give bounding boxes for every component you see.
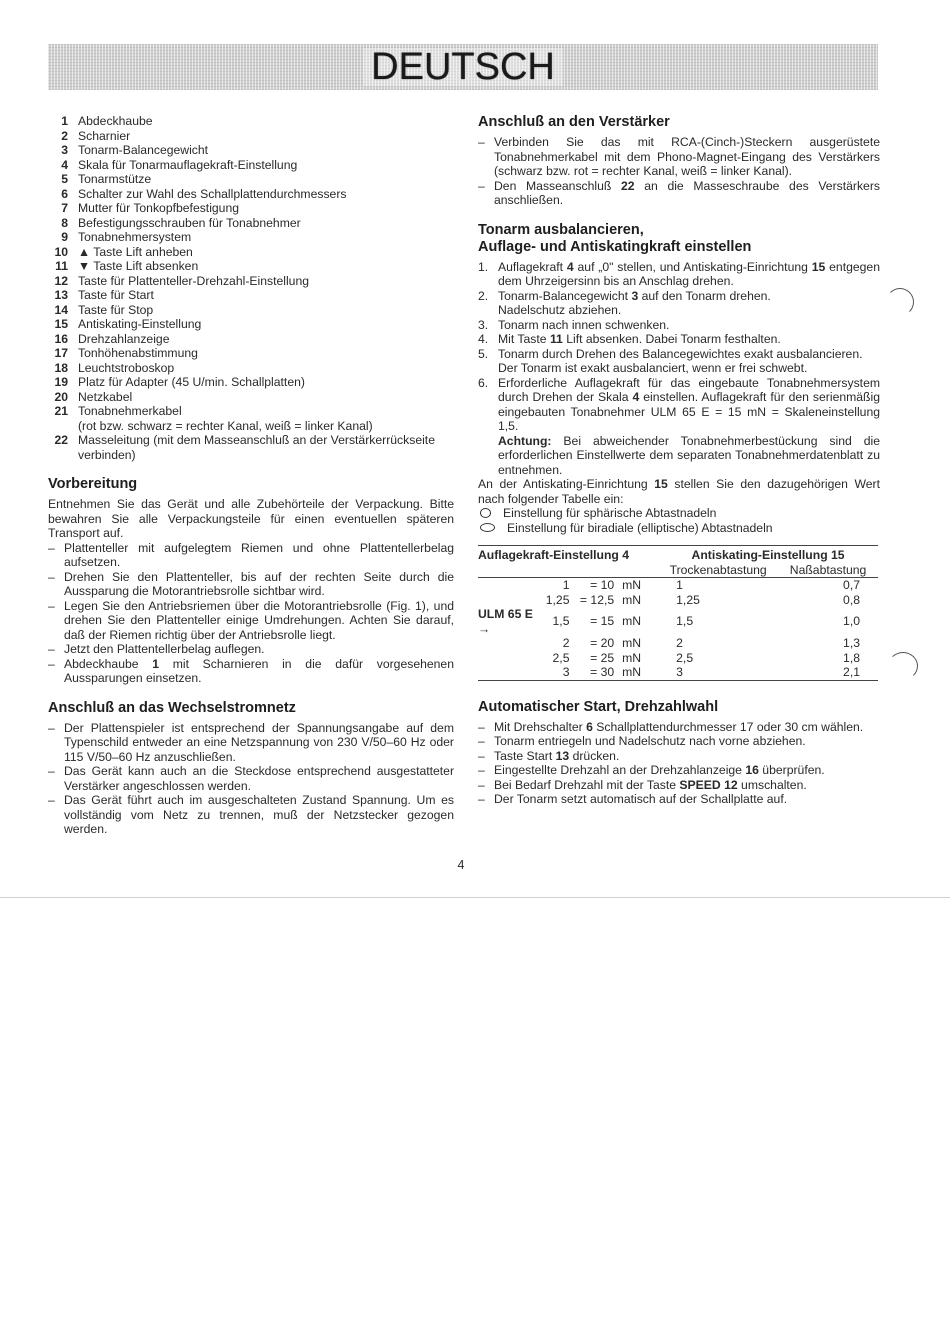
table-cell: mN: [622, 578, 642, 592]
table-cell: 3: [562, 665, 570, 679]
dash-marker: –: [48, 569, 55, 584]
part-item: [48, 375, 454, 390]
part-number: 22: [54, 433, 68, 447]
table-row: [478, 607, 878, 636]
part-number: 18: [54, 360, 68, 375]
item-text: Abdeckhaube: [64, 656, 153, 671]
tonarm-steps: [478, 260, 880, 478]
table-header-force: Auflagekraft-Einstellung 4: [478, 548, 630, 562]
part-number: 16: [54, 331, 68, 346]
part-item: [48, 259, 454, 274]
table-cell: 3: [676, 665, 683, 679]
part-text: Taste für Start: [78, 288, 154, 302]
item-text: Verbinden Sie das mit RCA-(Cinch-)Steckern ausgerüstete Tonabnehmerkabel mit dem Phono-Magnet-Eingang des Verstärkers (schwarz bzw. rot = rechter Kanal, weiß = linker Kanal).: [494, 135, 880, 178]
list-item: [48, 642, 454, 657]
part-text: Leuchtstroboskop: [78, 360, 175, 375]
dash-marker: –: [48, 764, 55, 778]
page-title: DEUTSCH: [363, 48, 563, 86]
list-item: [48, 657, 454, 686]
section-title-automatik: Automatischer Start, Drehzahlwahl: [478, 698, 719, 715]
table-cell: = 20: [590, 636, 615, 650]
title-line: Tonarm ausbalancieren,: [478, 221, 644, 238]
dash-marker: –: [48, 598, 55, 613]
list-item: – Tonarm entriegeln und Nadelschutz nach vorne abziehen.: [478, 734, 806, 748]
part-item: [48, 129, 454, 144]
part-item: [48, 404, 454, 419]
part-text: Drehzahlanzeige: [78, 331, 170, 346]
table-header-antiskating: Antiskating-Einstellung 15: [691, 548, 845, 562]
item-text: Legen Sie den Antriebsriemen über die Motorantriebsrolle (Fig. 1), und drehen Sie den Plattenteller einige Umdrehungen. Achten Sie darauf, daß der Riemen richtig über der Antriebsrolle liegt.: [64, 598, 454, 642]
dash-marker: –: [48, 793, 55, 807]
list-item: – Den Masseanschluß 22 an die Masseschraube des Verstärkers anschließen.: [478, 178, 880, 207]
list-item: – Mit Drehschalter 6 Schallplattendurchmesser 17 oder 30 cm wählen.: [478, 719, 864, 734]
part-number: 15: [54, 317, 68, 331]
step-5-extra: Der Tonarm ist exakt ausbalanciert, wenn er frei schwebt.: [498, 361, 808, 375]
table-row: [478, 593, 878, 608]
part-text: Tonarm-Balancegewicht: [78, 143, 209, 157]
part-number: 19: [54, 375, 68, 389]
scan-mark-icon: [888, 652, 918, 680]
title-line: Auflage- und Antiskatingkraft einstellen: [478, 238, 752, 255]
step-5: 5. Tonarm durch Drehen des Balancegewichtes exakt ausbalancieren.: [478, 346, 863, 361]
part-item: [48, 143, 454, 158]
part-text: Tonarmstütze: [78, 172, 152, 186]
part-text: Mutter für Tonkopfbefestigung: [78, 201, 240, 215]
part-21-note: (rot bzw. schwarz = rechter Kanal, weiß = linker Kanal): [78, 418, 373, 433]
ellipse-icon: [480, 523, 495, 532]
table-cell: 1,25: [676, 592, 700, 607]
part-text: Tonabnehmerkabel: [78, 404, 182, 418]
table-cell: 1: [676, 578, 683, 592]
list-item: [48, 793, 454, 837]
vorbereitung-intro: Entnehmen Sie das Gerät und alle Zubehörteile der Verpackung. Bitte bewahren Sie alle Verpackungsteile für einen eventuellen späteren Transport auf.: [48, 497, 454, 540]
table-cell: 1,5: [676, 614, 694, 629]
part-item: [48, 390, 454, 405]
step-2: 2. Tonarm-Balancegewicht 3 auf den Tonarm drehen.: [478, 288, 771, 303]
part-item: [48, 158, 454, 173]
item-text: Den Masseanschluß: [494, 178, 622, 193]
item-text: Der Plattenspieler ist entsprechend der Spannungsangabe auf dem Typenschild entweder an eine Netzspannung von 230 V/50–60 Hz oder 115 V/50–60 Hz anzuschließen.: [64, 720, 454, 764]
item-text: mit Scharnieren in die dafür vorgesehenen Aussparungen einsetzen.: [64, 656, 454, 685]
part-item: [48, 361, 454, 376]
part-item: [48, 332, 454, 347]
item-text: Plattenteller mit aufgelegtem Riemen und ohne Plattentellerbelag aufsetzen.: [64, 540, 454, 569]
part-text: Taste für Plattenteller-Drehzahl-Einstellung: [78, 273, 309, 288]
item-text: Das Gerät führt auch im ausgeschalteten Zustand Spannung. Um es vollständig vom Netz zu trennen, muß der Netzstecker gezogen werden.: [64, 793, 454, 836]
table-cell: mN: [622, 665, 642, 679]
table-row-label: ULM 65 E →: [478, 607, 533, 636]
part-item: [48, 172, 454, 187]
table-cell: mN: [622, 614, 642, 629]
title-banner: [48, 44, 878, 90]
part-text: Platz für Adapter (45 U/min. Schallplatten): [78, 375, 305, 389]
part-item: [48, 201, 454, 216]
part-item: [48, 187, 454, 202]
table-cell: 2,5: [676, 650, 694, 665]
parts-list-tail: [48, 433, 454, 462]
part-number: 5: [61, 172, 68, 186]
table-cell: 2,5: [552, 650, 570, 665]
table-cell: 2: [562, 636, 570, 650]
part-number: 4: [61, 157, 68, 172]
option-spherical: Einstellung für sphärische Abtastnadeln: [478, 506, 880, 521]
list-item: – Bei Bedarf Drehzahl mit der Taste SPEED 12 umschalten.: [478, 777, 807, 792]
antiskating-intro: An der Antiskating-Einrichtung 15 stellen Sie den dazugehörigen Wert nach folgender Tabelle ein:: [478, 477, 880, 506]
list-item: – Eingestellte Drehzahl an der Drehzahlanzeige 16 überprüfen.: [478, 763, 825, 777]
table-cell: = 15: [590, 614, 615, 629]
section-title-verstaerker: Anschluß an den Verstärker: [478, 114, 670, 130]
part-text: Scharnier: [78, 128, 131, 143]
table-row: [478, 636, 878, 651]
right-column: [478, 114, 880, 807]
section-title-netz: Anschluß an das Wechselstromnetz: [48, 699, 296, 716]
part-number: 20: [54, 389, 68, 404]
list-item: [48, 721, 454, 765]
table-cell: = 12,5: [579, 592, 615, 607]
part-item: [48, 317, 454, 332]
part-item: [48, 114, 454, 129]
part-item: [48, 433, 454, 462]
item-text: Drehen Sie den Plattenteller, bis auf der rechten Seite durch die Aussparung die Motorantriebsrolle sichtbar wird.: [64, 569, 454, 598]
part-item: [48, 288, 454, 303]
table-subheader-dry: Trockenabtastung: [669, 562, 767, 577]
part-number: 21: [54, 404, 68, 418]
force-table: [478, 545, 878, 681]
table-body: [478, 578, 878, 681]
step-1: 1. Auflagekraft 4 auf „0" stellen, und Antiskating-Einrichtung 15 entgegen dem Uhrzeigersinn bis an Anschlag drehen.: [478, 259, 880, 288]
part-text: Tonhöhenabstimmung: [78, 346, 198, 360]
item-ref: 1: [152, 656, 160, 671]
part-text: Taste für Stop: [78, 302, 154, 317]
table-cell: 0,8: [843, 592, 860, 607]
table-cell: mN: [622, 636, 642, 650]
dash-marker: –: [48, 720, 55, 735]
step-4: 4. Mit Taste 11 Lift absenken. Dabei Tonarm festhalten.: [478, 332, 781, 346]
part-item: [48, 230, 454, 245]
part-item: [48, 274, 454, 289]
table-row: [478, 578, 878, 593]
part-text: Masseleitung (mit dem Masseanschluß an der Verstärkerrückseite verbinden): [78, 433, 435, 462]
part-item: [48, 216, 454, 231]
part-number: 6: [61, 186, 68, 201]
table-cell: 1,3: [843, 636, 860, 650]
section-title-tonarm: [478, 222, 880, 256]
vorbereitung-list: [48, 541, 454, 657]
item-ref: 22: [621, 178, 635, 193]
table-cell: 1,25: [545, 592, 570, 607]
part-number: 13: [54, 288, 68, 302]
part-number: 7: [61, 201, 68, 215]
dash-marker: –: [48, 642, 55, 656]
part-text: Antiskating-Einstellung: [78, 317, 202, 331]
scan-edge-line: [0, 897, 950, 898]
table-cell: 1,8: [843, 650, 860, 665]
table-cell: = 30: [590, 665, 615, 679]
automatik-list: [478, 720, 880, 807]
part-text: ▼ Taste Lift absenken: [78, 259, 199, 273]
item-text: Das Gerät kann auch an die Steckdose entsprechend ausgestatteter Verstärker angeschlossen werden.: [64, 764, 454, 793]
section-title-vorbereitung: Vorbereitung: [48, 476, 138, 492]
table-cell: 1,0: [843, 614, 860, 629]
option-elliptical: Einstellung für biradiale (elliptische) Abtastnadeln: [478, 521, 880, 536]
part-number: 12: [54, 273, 68, 288]
list-item: [48, 570, 454, 599]
achtung-note: Achtung: Bei abweichender Tonabnehmerbestückung sind die erforderlichen Einstellwerte dem separaten Tonabnehmerdatenblatt zu entnehmen.: [498, 433, 880, 477]
parts-list: [48, 114, 454, 419]
table-cell: 1,5: [552, 614, 570, 629]
step-3: 3. Tonarm nach innen schwenken.: [478, 317, 670, 332]
part-number: 14: [54, 302, 68, 317]
part-text: Befestigungsschrauben für Tonabnehmer: [78, 215, 301, 230]
scan-mark-icon: [886, 288, 914, 316]
part-item: [48, 303, 454, 318]
part-item: [48, 346, 454, 361]
part-text: Abdeckhaube: [78, 114, 153, 128]
part-number: 11: [55, 259, 68, 273]
table-cell: 2: [676, 636, 683, 650]
part-number: 8: [61, 215, 68, 230]
part-number: 17: [54, 346, 68, 360]
list-item: [48, 599, 454, 643]
left-column: [48, 114, 454, 837]
item-text: an die Masseschraube des Verstärkers anschließen.: [494, 178, 880, 207]
list-item: [48, 764, 454, 793]
step-6: 6. Erforderliche Auflagekraft für das eingebaute Tonabnehmersystem durch Drehen der Skala 4 einstellen. Auflagekraft für den serienmäßig eingebauten Tonabnehmer ULM 65 E = 15 mN = Skaleneinstellung 1,5.: [478, 375, 880, 433]
table-cell: mN: [622, 592, 642, 607]
part-text: ▲ Taste Lift anheben: [78, 244, 193, 259]
list-item: – Taste Start 13 drücken.: [478, 748, 620, 763]
table-subheader-wet: Naßabtastung: [789, 562, 867, 577]
part-item: [48, 245, 454, 260]
dash-marker: –: [48, 540, 55, 555]
part-number: 3: [61, 143, 68, 157]
table-cell: = 10: [590, 578, 615, 592]
table-cell: mN: [622, 650, 642, 665]
dash-marker: –: [48, 656, 55, 671]
part-number: 10: [54, 244, 68, 259]
table-row: [478, 651, 878, 666]
part-number: 9: [61, 230, 68, 244]
circle-icon: [480, 508, 491, 518]
part-text: Tonabnehmersystem: [78, 230, 192, 244]
list-item: [48, 541, 454, 570]
table-cell: 1: [562, 578, 570, 592]
part-text: Skala für Tonarmauflagekraft-Einstellung: [78, 157, 298, 172]
page-number: 4: [457, 858, 465, 872]
list-item: – Verbinden Sie das mit RCA-(Cinch-)Steckern ausgerüstete Tonabnehmerkabel mit dem Phono-Magnet-Eingang des Verstärkers (schwarz bzw. rot = rechter Kanal, weiß = linker Kanal).: [478, 135, 880, 178]
netz-list: [48, 721, 454, 837]
table-cell: 2,1: [843, 665, 860, 679]
step-2-extra: Nadelschutz abziehen.: [498, 303, 622, 317]
verstaerker-list: [478, 135, 880, 208]
list-item: – Der Tonarm setzt automatisch auf der Schallplatte auf.: [478, 792, 788, 806]
part-number: 2: [61, 128, 68, 143]
part-text: Schalter zur Wahl des Schallplattendurchmessers: [78, 186, 347, 201]
item-text: Jetzt den Plattentellerbelag auflegen.: [64, 642, 265, 656]
table-cell: 0,7: [843, 578, 860, 592]
part-text: Netzkabel: [78, 389, 133, 404]
table-row: [478, 665, 878, 680]
part-number: 1: [61, 114, 68, 128]
table-cell: = 25: [590, 650, 615, 665]
vorbereitung-list-last: [48, 657, 454, 686]
